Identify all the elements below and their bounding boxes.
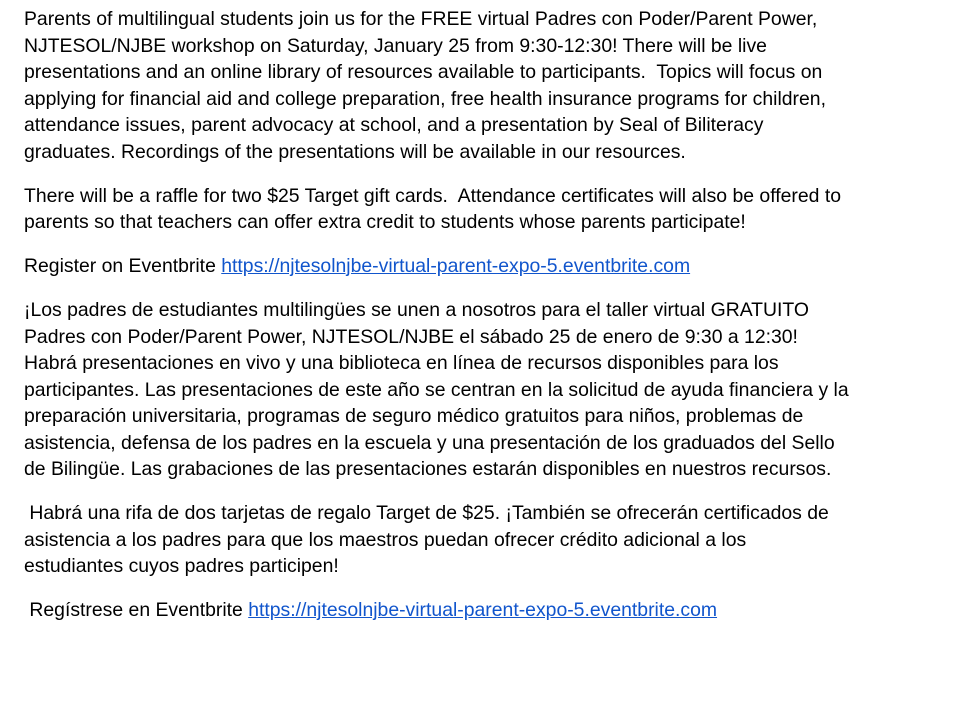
text-line: estudiantes cuyos padres participen! [24, 555, 339, 577]
register-label: Register on Eventbrite [24, 255, 222, 277]
eventbrite-link-english[interactable]: https://njtesolnjbe-virtual-parent-expo-5.eventbrite.com [221, 255, 691, 277]
english-raffle-paragraph [24, 183, 954, 236]
register-line [24, 253, 954, 280]
text-line: Parents of multilingual students join us for the FREE virtual Padres con Poder/Parent Power, [24, 8, 818, 30]
register-label: Regístrese en Eventbrite [24, 599, 249, 621]
spanish-register-paragraph [24, 597, 954, 624]
text-line: graduates. Recordings of the presentations will be available in our resources. [24, 140, 686, 163]
text-line: applying for financial aid and college preparation, free health insurance programs for children, [24, 87, 826, 110]
text-line: Habrá una rifa de dos tarjetas de regalo Target de $25. ¡También se ofrecerán certificados de [24, 502, 829, 524]
text-line: attendance issues, parent advocacy at school, and a presentation by Seal of Biliteracy [24, 114, 764, 136]
text-line: asistencia, defensa de los padres en la escuela y una presentación de los graduados del Sello [24, 431, 835, 454]
text-line: NJTESOL/NJBE workshop on Saturday, January 25 from 9:30-12:30! There will be live [24, 34, 767, 57]
register-line [24, 597, 954, 624]
eventbrite-link-spanish[interactable]: https://njtesolnjbe-virtual-parent-expo-5.eventbrite.com [248, 599, 718, 621]
text-line: Padres con Poder/Parent Power, NJTESOL/NJBE el sábado 25 de enero de 9:30 a 12:30! [24, 325, 798, 348]
text-line: preparación universitaria, programas de seguro médico gratuitos para niños, problemas de [24, 405, 804, 427]
english-register-paragraph [24, 253, 954, 280]
text-line: There will be a raffle for two $25 Target gift cards. Attendance certificates will also be offered to [24, 184, 841, 207]
text-line: participantes. Las presentaciones de este año se centran en la solicitud de ayuda financiera y la [24, 378, 849, 401]
text-line: parents so that teachers can offer extra credit to students whose parents participate! [24, 211, 746, 233]
spanish-raffle-paragraph [24, 500, 954, 580]
english-intro-paragraph [24, 6, 954, 165]
text-line: de Bilingüe. Las grabaciones de las presentaciones estarán disponibles en nuestros recursos. [24, 458, 832, 480]
text-line: Habrá presentaciones en vivo y una biblioteca en línea de recursos disponibles para los [24, 352, 779, 374]
text-line: presentations and an online library of resources available to participants. Topics will focus on [24, 61, 823, 83]
document-body [24, 6, 954, 624]
spanish-intro-paragraph [24, 297, 954, 483]
text-line: ¡Los padres de estudiantes multilingües se unen a nosotros para el taller virtual GRATUITO [24, 299, 809, 321]
text-line: asistencia a los padres para que los maestros puedan ofrecer crédito adicional a los [24, 528, 747, 551]
